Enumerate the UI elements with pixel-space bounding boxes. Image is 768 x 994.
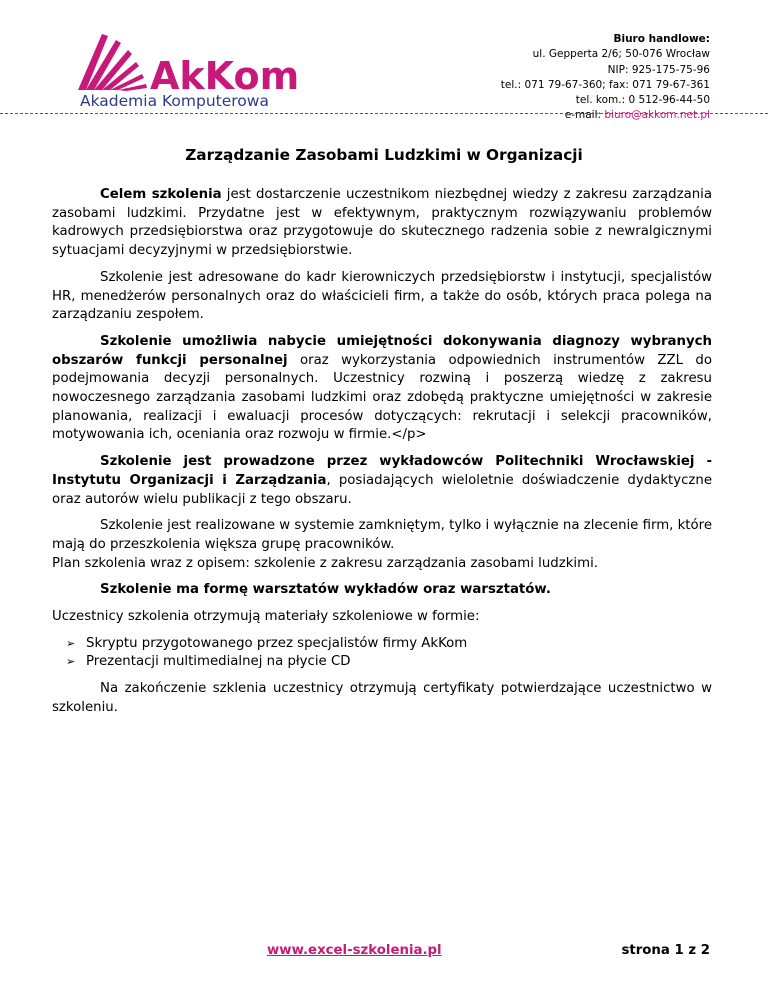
page-number: strona 1 z 2 [621,943,710,958]
paragraph-organization-line1: Szkolenie jest realizowane w systemie zamkniętym, tylko i wyłącznie na zlecenie firm, które mają do przeszkolenia większa grupę pracowników. [52,518,713,552]
paragraph-lecturers [52,453,712,509]
list-item-text: Skryptu przygotowanego przez specjalistów firmy AkKom [86,635,468,651]
logo-brand-text: AkKom [150,54,300,98]
paragraph-organization [52,517,712,573]
office-mobile: tel. kom.: 0 512-96-44-50 [575,94,710,107]
materials-list [52,635,712,672]
list-item [66,653,712,672]
arrow-bullet-icon: ➢ [66,655,76,669]
document-body [52,186,712,726]
paragraph-goal-text: jest dostarczenie uczestnikom niezbędnej wiedzy z zakresu zarządzania zasobami ludzkimi. Przydatne jest w efektywnym, praktycznym rozwiązywaniu problemów kadrowych przedsiębiorstwa oraz przygotowuje do skutecznego radzenia sobie z newralgicznymi sytuacjami decyzyjnymi w przedsiębiorstwie. [52,187,712,259]
list-item [66,635,712,654]
paragraph-lecturers-bold: Szkolenie jest prowadzone przez wykładowców Politechniki Wrocławskiej - Instytutu Organizacji i Zarządzania [52,454,712,488]
list-item-text: Prezentacji multimedialnej na płycie CD [86,654,351,670]
paragraph-goal [52,186,712,261]
paragraph-certificate: Na zakończenie szklenia uczestnicy otrzymują certyfikaty potwierdzające uczestnictwo w szkoleniu. [52,681,712,715]
paragraph-organization-line2: Plan szkolenia wraz z opisem: szkolenie z zakresu zarządzania zasobami ludzkimi. [52,555,598,571]
paragraph-audience: Szkolenie jest adresowane do kadr kierowniczych przedsiębiorstw i instytucji, specjalistów HR, menedżerów personalnych oraz do właścicieli firm, a także do osób, których praca polega na zarządzaniu zespołem. [52,269,712,323]
footer-website-link[interactable]: www.excel-szkolenia.pl [267,943,442,958]
paragraph-form-bold: Szkolenie ma formę warsztatów wykładów oraz warsztatów. [100,582,551,598]
akkom-logo [72,30,302,112]
header-divider [0,113,768,114]
paragraph-lecturers-text: , posiadających wieloletnie doświadczenie dydaktyczne oraz autorów wielu publikacji z tego obszaru. [52,472,712,507]
office-email-line [501,108,710,123]
paragraph-form [52,581,712,600]
paragraph-materials-intro: Uczestnicy szkolenia otrzymują materiały szkoleniowe w formie: [52,609,480,625]
office-email-label: e-mail: [564,109,605,122]
office-title: Biuro handlowe: [613,33,710,45]
arrow-bullet-icon: ➢ [66,636,76,650]
office-street: ul. Gepperta 2/6; 50-076 Wrocław [532,48,710,61]
paragraph-skills [52,333,712,445]
logo-subtitle: Akademia Komputerowa [80,92,269,110]
office-nip: NIP: 925-175-75-96 [607,63,710,76]
office-email-link[interactable]: biuro@akkom.net.pl [604,109,710,122]
office-address [501,32,710,124]
paragraph-goal-bold: Celem szkolenia [100,187,222,202]
office-phones: tel.: 071 79-67-360; fax: 071 79-67-361 [500,78,710,91]
paragraph-skills-text: oraz wykorzystania odpowiednich instrumentów ZZL do podejmowania decyzji personalnych. Uczestnicy rozwiną i poszerzą wiedzę z zakresu nowoczesnego zarządzania zasobami ludzkimi oraz zdobędą praktyczne umiejętności w zakresie planowania, realizacji i ewaluacji procesów dotyczących: rekrutacji i selekcji pracowników, motywowania ich, oceniania oraz rozwoju w firmie.</p> [52,352,712,443]
document-title: Zarządzanie Zasobami Ludzkimi w Organizacji [185,146,583,164]
paragraph-skills-bold: Szkolenie umożliwia nabycie umiejętności dokonywania diagnozy wybranych obszarów funkcji personalnej [52,333,712,368]
